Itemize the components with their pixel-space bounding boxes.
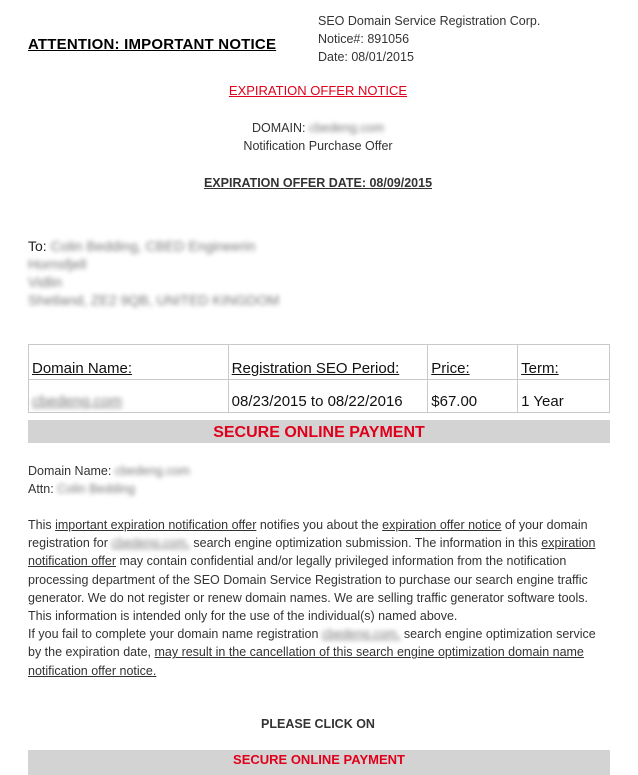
secure-payment-button-label: SECURE ONLINE PAYMENT (233, 752, 405, 767)
detail-attn-label: Attn: (28, 482, 54, 496)
notice-body (28, 516, 610, 680)
company-name: SEO Domain Service Registration Corp. (318, 14, 541, 28)
detail-attn-row (28, 480, 190, 498)
domain-line (0, 119, 636, 137)
domain-table (28, 344, 610, 413)
table-header-cell: Term: (518, 345, 610, 380)
please-click-label: PLEASE CLICK ON (261, 717, 375, 731)
expiration-offer-notice-inline-link[interactable]: expiration offer notice (382, 518, 502, 532)
important-offer-link[interactable]: important expiration notification offer (55, 518, 257, 532)
secure-payment-title: SECURE ONLINE PAYMENT (213, 424, 425, 441)
company-header (318, 12, 540, 66)
expiration-offer-notice-row (0, 82, 636, 100)
body-text: search engine optimization submission. The information in this (189, 536, 542, 551)
notice-date: Date: 08/01/2015 (318, 50, 414, 64)
recipient-block (28, 237, 279, 309)
body-text: notifies you about the (256, 518, 383, 532)
domain-value: cbedeng.com (308, 121, 385, 135)
table-domain-value: cbedeng.com (32, 393, 123, 410)
attention-heading: ATTENTION: IMPORTANT NOTICE (28, 36, 277, 53)
body-domain-link-2[interactable]: cbedeng.com, (321, 627, 401, 642)
table-cell-price: $67.00 (428, 380, 518, 413)
detail-domain-row (28, 462, 190, 480)
table-header-cell: Price: (428, 345, 518, 380)
table-cell-domain (29, 380, 229, 413)
to-label: To: (28, 238, 47, 254)
domain-label: DOMAIN: (251, 121, 306, 135)
notice-number: Notice#: 891056 (318, 32, 410, 46)
body-paragraph-2 (28, 625, 610, 680)
recipient-line-2: Hornsfjell (28, 256, 87, 272)
table-header-row (29, 345, 610, 380)
table-cell-term: 1 Year (518, 380, 610, 413)
recipient-line-4: Shetland, ZE2 9QB, UNITED KINGDOM (28, 292, 280, 308)
table-header-cell: Registration SEO Period: (228, 345, 428, 380)
body-text: of your domain registration for (28, 518, 588, 551)
table-row (29, 380, 610, 413)
body-paragraph-1 (28, 516, 610, 625)
please-click-row (0, 715, 636, 733)
offer-date: EXPIRATION OFFER DATE: 08/09/2015 (203, 176, 433, 190)
body-domain-link[interactable]: cbedeng.com, (111, 536, 190, 551)
detail-domain-label: Domain Name: (28, 464, 112, 478)
offer-date-row (0, 174, 636, 192)
table-cell-period: 08/23/2015 to 08/22/2016 (228, 380, 428, 413)
body-text: This (28, 518, 56, 532)
detail-attn-value: Colin Bedding (57, 482, 136, 496)
recipient-name: Colin Bedding, CBED Engineerin (50, 238, 256, 254)
cancellation-link[interactable]: may result in the cancellation of this search engine optimization domain name notification offer notice. (28, 645, 584, 678)
detail-domain-value: cbedeng.com (114, 464, 190, 478)
body-text: search engine optimization service by the expiration date, (28, 627, 596, 660)
recipient-line-3: Vidlin (28, 274, 62, 290)
table-header-cell: Domain Name: (29, 345, 229, 380)
expiration-offer-notice-link[interactable]: EXPIRATION OFFER NOTICE (228, 83, 408, 98)
expiration-notification-offer-link[interactable]: expiration notification offer (28, 536, 596, 569)
body-text: If you fail to complete your domain name registration (28, 627, 322, 642)
secure-payment-bar[interactable] (28, 420, 610, 443)
purchase-offer: Notification Purchase Offer (243, 139, 393, 153)
payment-details (28, 462, 190, 498)
recipient-line-1 (28, 237, 279, 255)
body-text: may contain confidential and/or legally privileged information from the notification processing department of the SEO Domain Service Registration to purchase our search engine traffic generator. We do not register or renew domain names. We are selling traffic generator software tools. This information is intended only for the use of the individual(s) named above. (28, 554, 589, 624)
secure-payment-button[interactable] (28, 750, 610, 775)
